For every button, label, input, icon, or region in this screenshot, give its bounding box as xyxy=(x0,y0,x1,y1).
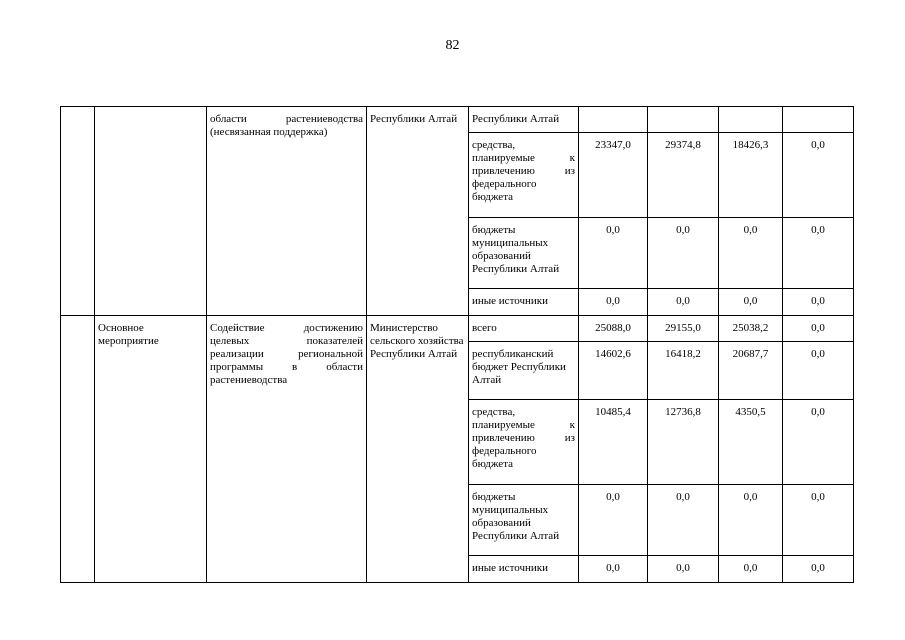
value-cell: 16418,2 xyxy=(648,342,719,400)
page-number: 82 xyxy=(445,38,460,53)
budget-table xyxy=(60,106,854,583)
value-cell: 20687,7 xyxy=(719,342,783,400)
event-type-cell xyxy=(95,107,207,316)
value-cell: 0,0 xyxy=(579,289,648,316)
executor-cell: Министерство сельского хозяйства Республики Алтай xyxy=(367,316,469,583)
value-cell: 14602,6 xyxy=(579,342,648,400)
value-cell: 29374,8 xyxy=(648,133,719,218)
value-cell: 0,0 xyxy=(648,218,719,289)
value-cell: 0,0 xyxy=(783,218,854,289)
value-cell: 0,0 xyxy=(579,556,648,583)
value-cell: 0,0 xyxy=(783,316,854,342)
value-cell: 0,0 xyxy=(719,218,783,289)
value-cell: 23347,0 xyxy=(579,133,648,218)
funding-source-cell: всего xyxy=(469,316,579,342)
event-type-cell: Основное мероприятие xyxy=(95,316,207,583)
funding-source-cell: Республики Алтай xyxy=(469,107,579,133)
funding-source-cell: средства, планируемые к привлечению из федерального бюджета xyxy=(469,133,579,218)
value-cell: 0,0 xyxy=(783,289,854,316)
value-cell: 29155,0 xyxy=(648,316,719,342)
funding-source-cell: иные источники xyxy=(469,289,579,316)
funding-source-cell: средства, планируемые к привлечению из федерального бюджета xyxy=(469,400,579,485)
value-cell: 0,0 xyxy=(719,556,783,583)
funding-source-cell: республиканский бюджет Республики Алтай xyxy=(469,342,579,400)
funding-source-cell: иные источники xyxy=(469,556,579,583)
value-cell: 18426,3 xyxy=(719,133,783,218)
value-cell: 4350,5 xyxy=(719,400,783,485)
value-cell: 10485,4 xyxy=(579,400,648,485)
value-cell: 0,0 xyxy=(783,556,854,583)
value-cell: 0,0 xyxy=(648,556,719,583)
value-cell xyxy=(719,107,783,133)
executor-cell: Республики Алтай xyxy=(367,107,469,316)
row-number-cell xyxy=(61,107,95,316)
value-cell: 0,0 xyxy=(648,289,719,316)
value-cell: 12736,8 xyxy=(648,400,719,485)
value-cell: 0,0 xyxy=(783,485,854,556)
value-cell: 0,0 xyxy=(783,400,854,485)
value-cell: 0,0 xyxy=(783,342,854,400)
value-cell: 25038,2 xyxy=(719,316,783,342)
value-cell: 0,0 xyxy=(719,485,783,556)
event-name-cell: Содействие достижению целевых показателей реализации региональной программы в области растениеводства xyxy=(207,316,367,583)
value-cell xyxy=(648,107,719,133)
funding-source-cell: бюджеты муниципальных образований Республики Алтай xyxy=(469,485,579,556)
value-cell: 0,0 xyxy=(579,485,648,556)
event-name-cell: области растениеводства (несвязанная поддержка) xyxy=(207,107,367,316)
table-row xyxy=(61,107,854,133)
value-cell: 0,0 xyxy=(579,218,648,289)
value-cell xyxy=(783,107,854,133)
value-cell: 0,0 xyxy=(719,289,783,316)
funding-source-cell: бюджеты муниципальных образований Республики Алтай xyxy=(469,218,579,289)
value-cell: 0,0 xyxy=(783,133,854,218)
value-cell: 0,0 xyxy=(648,485,719,556)
value-cell xyxy=(579,107,648,133)
value-cell: 25088,0 xyxy=(579,316,648,342)
row-number-cell xyxy=(61,316,95,583)
table-row xyxy=(61,316,854,342)
